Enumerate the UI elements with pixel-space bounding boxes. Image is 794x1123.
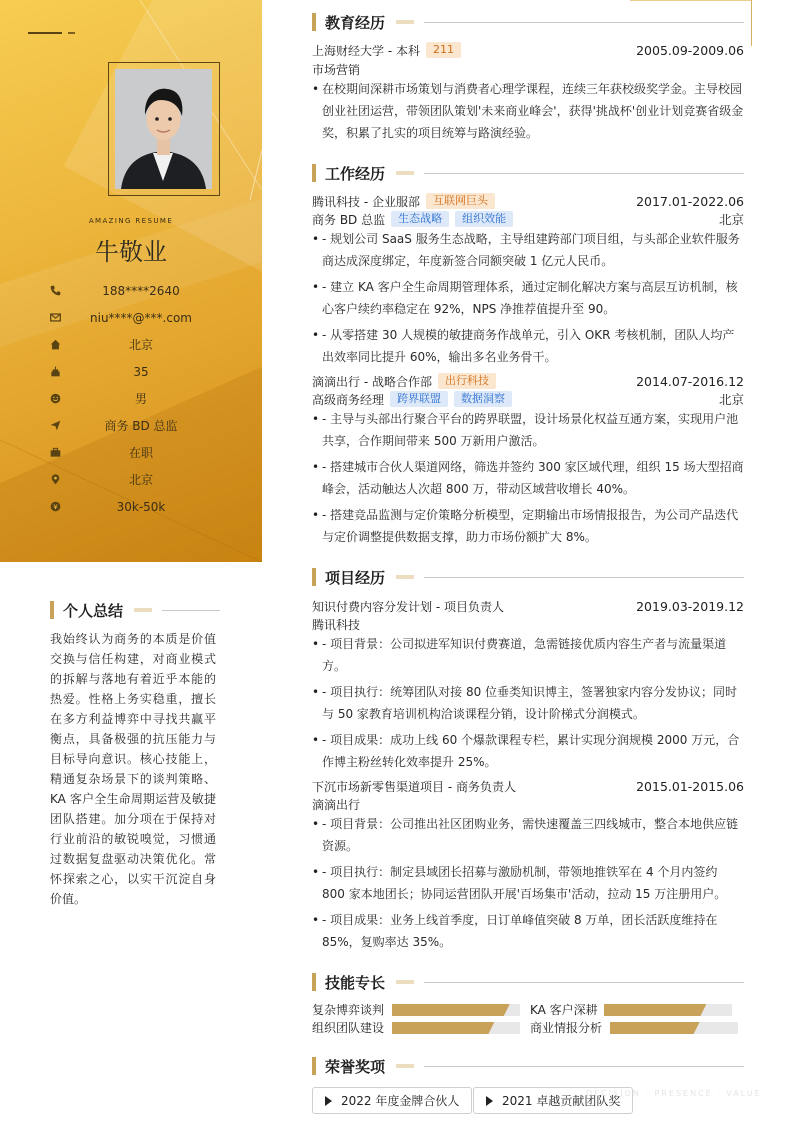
project-name: 下沉市场新零售渠道项目 - 商务负责人 (312, 779, 516, 794)
bullet-dot: • (312, 865, 320, 879)
heading-divider (424, 577, 744, 578)
heading-chip (396, 171, 414, 175)
job-bullet (312, 228, 744, 272)
bullet-text: - 搭建竞品监测与定价策略分析模型，定期输出市场情报报告，为公司产品迭代与定价调整提供数据支撑，助力市场份额扩大 8%。 (322, 508, 739, 544)
job-city: 北京 (718, 392, 744, 407)
bullet-dot: • (312, 412, 320, 426)
phone-number: 188****2640 (102, 283, 180, 298)
education-bullet (312, 78, 744, 144)
skill-name: 复杂博弈谈判 (312, 1003, 385, 1017)
info-row-home (48, 331, 248, 358)
contact-info-list (48, 277, 248, 520)
bullet-text: - 建立 KA 客户全生命周期管理体系，通过定制化解决方案与高层互访机制，核心客户续约率稳定在 92%，NPS 净推荐值提升至 90。 (322, 280, 738, 316)
school-tag: 211 (426, 42, 461, 58)
bullet-text: - 从零搭建 30 人规模的敏捷商务作战单元，引入 OKR 考核机制，团队人均产出效率同比提升 60%，输出多名业务骨干。 (322, 328, 735, 364)
employment-status: 在职 (128, 446, 153, 460)
project-entry (312, 777, 744, 795)
job-role: 高级商务经理 (312, 392, 385, 407)
heading-divider (162, 610, 220, 611)
desired-location: 北京 (128, 473, 153, 487)
job-role: 商务 BD 总监 (312, 212, 386, 227)
skill-bar-fill (610, 1022, 700, 1034)
awards-title: 荣誉奖项 (325, 1057, 386, 1076)
skill-bar (392, 1022, 520, 1034)
project-org: 滴滴出行 (312, 797, 361, 812)
heading-accent-bar (312, 1057, 316, 1075)
job-bullet (312, 456, 744, 500)
job-date: 2014.07-2016.12 (636, 373, 744, 389)
bullet-dot: • (312, 508, 320, 522)
project-bullet (312, 813, 744, 857)
bullet-dot: • (312, 817, 320, 831)
decorative-dash (68, 32, 75, 34)
summary-text: 我始终认为商务的本质是价值交换与信任构建，对商业模式的拆解与落地有着近乎本能的热爱。性格上务实稳重，擅长在多方利益博弈中寻找共赢平衡点，具备极强的抗压能力与目标导向意识。核心技能上，精通复杂场景下的谈判策略、KA 客户全生命周期运营及敏捷团队搭建。加分项在于保持对行业前沿的敏锐嗅觉，习惯通过数据复盘驱动决策优化。常怀探索之心，以实干沉淀自身价值。 (50, 632, 216, 906)
heading-accent-bar (312, 13, 316, 31)
heading-divider (424, 22, 744, 23)
bullet-text: - 项目背景：公司推出社区团购业务，需快速覆盖三四线城市，整合本地供应链资源。 (322, 817, 739, 853)
heading-divider (424, 173, 744, 174)
bullet-text: 在校期间深耕市场策划与消费者心理学课程，连续三年获校级奖学金。主导校园创业社团运营，带领团队策划'未来商业峰会'，获得'挑战杯'创业计划竞赛省级金奖，积累了扎实的项目统筹与路演经验。 (322, 82, 744, 140)
skill-bar (604, 1004, 732, 1016)
heading-accent-bar (312, 164, 316, 182)
company-tag: 出行科技 (438, 373, 496, 389)
company-tag: 互联网巨头 (426, 193, 495, 209)
info-row-email (48, 304, 248, 331)
job-bullet (312, 276, 744, 320)
role-tag: 跨界联盟 (390, 391, 448, 407)
bullet-text: - 主导与头部出行聚合平台的跨界联盟，设计场景化权益互通方案，实现用户池共享，合作期间带来 500 万新用户激活。 (322, 412, 739, 448)
portrait-illustration (115, 69, 212, 189)
bullet-text: - 项目成果：业务上线首季度，日订单峰值突破 8 万单，团长活跃度维持在 85%，复购率达 35%。 (322, 913, 718, 949)
skills-title: 技能专长 (325, 973, 386, 992)
skill-bar-fill (604, 1004, 706, 1016)
info-row-location (48, 466, 248, 493)
education-major-line (312, 60, 744, 78)
company-name: 滴滴出行 - 战略合作部 (312, 374, 432, 389)
heading-divider (424, 1066, 744, 1067)
school-name: 上海财经大学 - 本科 (312, 43, 420, 58)
heading-accent-bar (312, 568, 316, 586)
project-org-line (312, 795, 744, 813)
role-tag: 生态战略 (391, 211, 449, 227)
heading-accent-bar (50, 601, 54, 619)
project-bullet (312, 909, 744, 953)
job-role-line (312, 210, 744, 228)
summary-title: 个人总结 (63, 601, 124, 620)
education-entry (312, 41, 744, 59)
education-title: 教育经历 (325, 13, 386, 32)
heading-chip (396, 980, 414, 984)
job-bullet (312, 408, 744, 452)
heading-chip (396, 20, 414, 24)
play-triangle-icon (486, 1096, 493, 1106)
project-entry (312, 597, 744, 615)
work-title: 工作经历 (325, 164, 386, 183)
project-bullet (312, 861, 744, 905)
heading-divider (424, 982, 744, 983)
bullet-text: - 项目背景：公司拟进军知识付费赛道，急需链接优质内容生产者与流量渠道方。 (322, 637, 727, 673)
job-bullet (312, 504, 744, 548)
bullet-dot: • (312, 280, 320, 294)
resume-tagline: AMAZING RESUME (88, 217, 174, 225)
role-tag: 组织效能 (455, 211, 513, 227)
profile-photo (115, 69, 212, 189)
bullet-text: - 项目执行：统筹团队对接 80 位垂类知识博主，签署独家内容分发协议；同时与 50 家教育培训机构洽谈课程分销，设计阶梯式分润模式。 (322, 685, 738, 721)
skill-bar (392, 1004, 520, 1016)
bullet-text: - 规划公司 SaaS 服务生态战略，主导组建跨部门项目组，与头部企业软件服务商达成深度绑定，年度新签合同额突破 1 亿元人民币。 (322, 232, 740, 268)
heading-chip (134, 608, 152, 612)
bullet-dot: • (312, 328, 320, 342)
play-triangle-icon (325, 1096, 332, 1106)
bullet-dot: • (312, 913, 320, 927)
info-row-position (48, 412, 248, 439)
info-row-salary (48, 493, 248, 520)
bullet-dot: • (312, 232, 320, 246)
work-heading (312, 163, 744, 183)
project-date: 2019.03-2019.12 (636, 598, 744, 614)
projects-heading (312, 567, 744, 587)
skill-bar (610, 1022, 738, 1034)
education-date: 2005.09-2009.06 (636, 42, 744, 58)
project-bullet (312, 681, 744, 725)
job-bullet (312, 324, 744, 368)
project-org: 腾讯科技 (312, 617, 361, 632)
role-tag: 数据洞察 (454, 391, 512, 407)
summary-heading (50, 600, 220, 620)
heading-chip (396, 1064, 414, 1068)
heading-accent-bar (312, 973, 316, 991)
bullet-dot: • (312, 733, 320, 747)
bullet-dot: • (312, 685, 320, 699)
profile-sidebar (0, 0, 262, 562)
job-entry (312, 192, 744, 210)
major-name: 市场营销 (312, 62, 361, 77)
bullet-text: - 项目执行：制定县域团长招募与激励机制，带领地推铁军在 4 个月内签约 800 家本地团长；协同运营团队开展'百场集市'活动，拉动 15 万注册用户。 (322, 865, 727, 901)
info-row-gender (48, 385, 248, 412)
decorative-dash (28, 32, 62, 34)
project-date: 2015.01-2015.06 (636, 778, 744, 794)
info-row-phone (48, 277, 248, 304)
gender-value: 男 (134, 392, 147, 406)
bullet-text: - 搭建城市合伙人渠道网络，筛选并签约 300 家区域代理，组织 15 场大型招商峰会，活动触达人次超 800 万，带动区域营收增长 40%。 (322, 460, 744, 496)
project-bullet (312, 633, 744, 677)
award-name: 2022 年度金牌合伙人 (341, 1094, 460, 1108)
awards-heading (312, 1056, 744, 1076)
target-position: 商务 BD 总监 (104, 419, 178, 433)
skill-bar-fill (392, 1004, 510, 1016)
award-badge (312, 1087, 472, 1114)
award-name: 2021 卓越贡献团队奖 (502, 1094, 621, 1108)
skill-name: 组织团队建设 (312, 1021, 385, 1035)
age-value: 35 (133, 364, 149, 379)
heading-chip (396, 575, 414, 579)
info-row-status (48, 439, 248, 466)
job-city: 北京 (718, 212, 744, 227)
education-heading (312, 12, 744, 32)
projects-title: 项目经历 (325, 568, 386, 587)
skill-name: 商业情报分析 (530, 1021, 603, 1035)
job-entry (312, 372, 744, 390)
expected-salary: 30k-50k (116, 499, 166, 514)
job-date: 2017.01-2022.06 (636, 193, 744, 209)
bullet-dot: • (312, 460, 320, 474)
home-city: 北京 (128, 338, 153, 352)
email-address: niu****@***.com (90, 310, 192, 325)
skill-name: KA 客户深耕 (530, 1003, 598, 1017)
bullet-text: - 项目成果：成功上线 60 个爆款课程专栏，累计实现分润规模 2000 万元，合作博主粉丝转化效率提升 25%。 (322, 733, 740, 769)
company-name: 腾讯科技 - 企业服部 (312, 194, 420, 209)
info-row-age (48, 358, 248, 385)
skills-heading (312, 972, 744, 992)
project-name: 知识付费内容分发计划 - 项目负责人 (312, 599, 504, 614)
bullet-dot: • (312, 82, 320, 96)
skill-bar-fill (392, 1022, 494, 1034)
candidate-name: 牛敬业 (95, 238, 167, 266)
project-org-line (312, 615, 744, 633)
project-bullet (312, 729, 744, 773)
watermark-text: DECISION · PRESENCE · VALUE (586, 1089, 762, 1098)
bullet-dot: • (312, 637, 320, 651)
job-role-line (312, 390, 744, 408)
